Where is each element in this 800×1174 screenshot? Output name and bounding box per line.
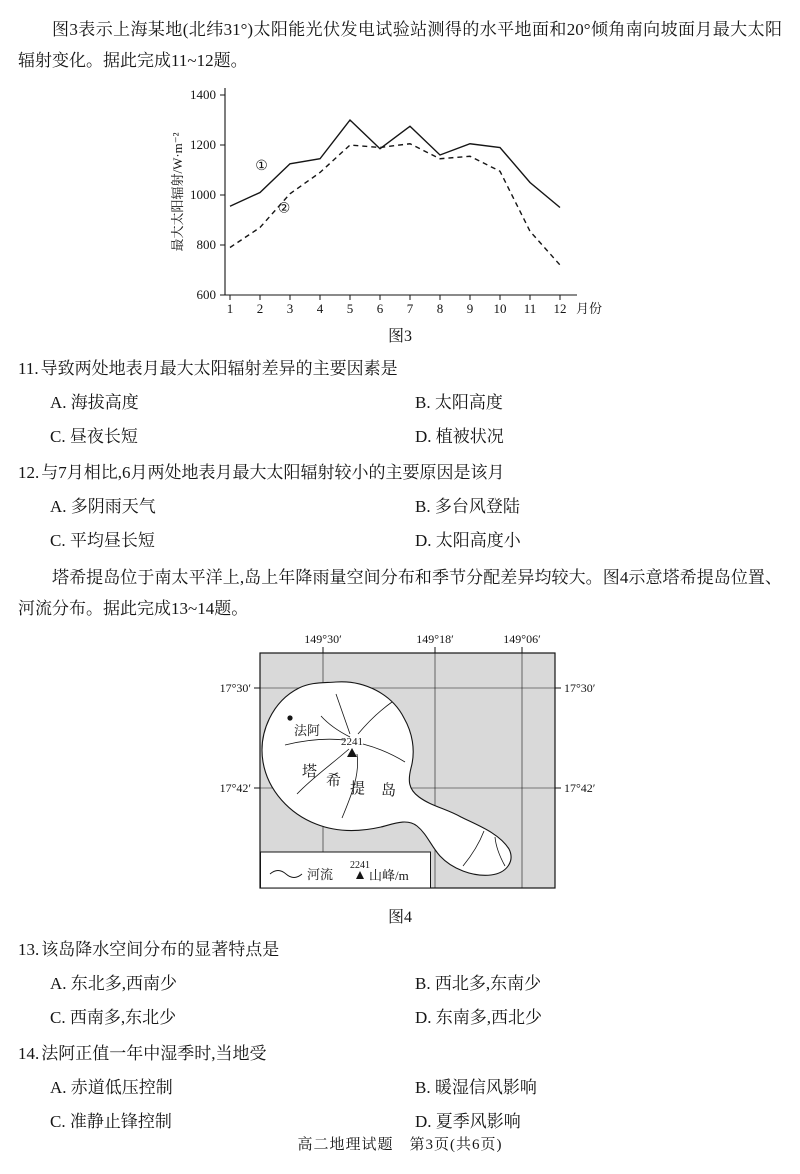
svg-text:9: 9 bbox=[466, 301, 474, 316]
question-11 bbox=[18, 352, 782, 454]
svg-text:600: 600 bbox=[196, 287, 216, 302]
radiation-chart-svg bbox=[165, 80, 635, 322]
tahiti-map-svg bbox=[200, 628, 600, 903]
lat-label-right-1: 17°30′ bbox=[564, 681, 596, 695]
option-b: B. 暖湿信风影响 bbox=[415, 1078, 537, 1097]
option-a: A. 海拔高度 bbox=[50, 393, 139, 412]
question-13-options bbox=[18, 967, 782, 1035]
figure-3 bbox=[18, 80, 782, 350]
lon-label-2: 149°18′ bbox=[416, 632, 454, 646]
question-13-text bbox=[18, 933, 782, 967]
question-14-options bbox=[18, 1071, 782, 1139]
svg-text:10: 10 bbox=[493, 301, 507, 316]
svg-text:1: 1 bbox=[226, 301, 234, 316]
option-c: C. 准静止锋控制 bbox=[50, 1112, 172, 1131]
figure-4-caption: 图4 bbox=[387, 909, 412, 926]
svg-text:12: 12 bbox=[553, 301, 567, 316]
question-12 bbox=[18, 456, 782, 558]
option-d: D. 植被状况 bbox=[415, 427, 504, 446]
legend-peak-label: 山峰/m bbox=[369, 868, 409, 883]
question-13 bbox=[18, 933, 782, 1035]
option-c: C. 平均昼长短 bbox=[50, 531, 155, 550]
option-d: D. 夏季风影响 bbox=[415, 1112, 521, 1131]
svg-text:4: 4 bbox=[316, 301, 324, 316]
figure-4 bbox=[18, 628, 782, 931]
option-c: C. 西南多,东北少 bbox=[50, 1008, 177, 1027]
svg-text:8: 8 bbox=[436, 301, 444, 316]
faaa-dot bbox=[287, 715, 292, 720]
question-11-options bbox=[18, 386, 782, 454]
option-d: D. 东南多,西北少 bbox=[415, 1008, 543, 1027]
island-name-char-4: 岛 bbox=[381, 783, 397, 799]
option-a: A. 东北多,西南少 bbox=[50, 974, 178, 993]
svg-text:②: ② bbox=[277, 201, 291, 217]
legend-peak-value: 2241 bbox=[350, 860, 370, 871]
question-11-text bbox=[18, 352, 782, 386]
svg-text:7: 7 bbox=[406, 301, 414, 316]
question-stem: 与7月相比,6月两处地表月最大太阳辐射较小的主要原因是该月 bbox=[41, 463, 505, 482]
question-12-options bbox=[18, 490, 782, 558]
figure-3-caption: 图3 bbox=[387, 328, 412, 345]
faaa-label: 法阿 bbox=[294, 723, 321, 738]
page-footer: 高二地理试题 第3页(共6页) bbox=[297, 1137, 503, 1153]
lat-label-left-1: 17°30′ bbox=[219, 681, 251, 695]
option-d: D. 太阳高度小 bbox=[415, 531, 521, 550]
svg-text:5: 5 bbox=[346, 301, 354, 316]
island-name-char-2: 希 bbox=[326, 773, 342, 789]
question-number: 12. bbox=[18, 463, 40, 482]
question-stem: 导致两处地表月最大太阳辐射差异的主要因素是 bbox=[40, 359, 398, 378]
intro-solar-paragraph: 图3表示上海某地(北纬31°)太阳能光伏发电试验站测得的水平地面和20°倾角南向坡面月最大太阳辐射变化。据此完成11~12题。 bbox=[18, 20, 782, 70]
lon-label-3: 149°06′ bbox=[503, 632, 541, 646]
svg-text:2: 2 bbox=[256, 301, 264, 316]
peak-value-label: 2241 bbox=[341, 736, 363, 748]
question-14 bbox=[18, 1037, 782, 1139]
lat-label-right-2: 17°42′ bbox=[564, 781, 596, 795]
question-number: 13. bbox=[18, 940, 40, 959]
question-number: 14. bbox=[18, 1044, 40, 1063]
svg-text:800: 800 bbox=[196, 237, 216, 252]
svg-text:①: ① bbox=[255, 159, 268, 174]
option-b: B. 太阳高度 bbox=[415, 393, 503, 412]
intro-tahiti-paragraph: 塔希提岛位于南太平洋上,岛上年降雨量空间分布和季节分配差异均较大。图4示意塔希提岛位置、河流分布。据此完成13~14题。 bbox=[18, 568, 782, 618]
svg-text:月份: 月份 bbox=[576, 301, 603, 316]
svg-text:11: 11 bbox=[523, 301, 537, 316]
map-legend bbox=[261, 852, 431, 888]
svg-text:6: 6 bbox=[376, 301, 384, 316]
lat-label-left-2: 17°42′ bbox=[219, 781, 251, 795]
island-name-char-1: 塔 bbox=[302, 764, 318, 780]
option-b: B. 多台风登陆 bbox=[415, 497, 520, 516]
question-stem: 该岛降水空间分布的显著特点是 bbox=[41, 940, 280, 959]
svg-text:1400: 1400 bbox=[190, 87, 216, 102]
svg-text:1000: 1000 bbox=[190, 187, 216, 202]
legend-river-label: 河流 bbox=[307, 867, 334, 882]
question-14-text bbox=[18, 1037, 782, 1071]
lon-label-1: 149°30′ bbox=[304, 632, 342, 646]
option-b: B. 西北多,东南少 bbox=[415, 974, 542, 993]
question-number: 11. bbox=[18, 359, 39, 378]
svg-text:最大太阳辐射/W·m⁻²: 最大太阳辐射/W·m⁻² bbox=[170, 132, 185, 252]
island-name-char-3: 提 bbox=[350, 781, 366, 797]
option-a: A. 赤道低压控制 bbox=[50, 1078, 173, 1097]
question-12-text bbox=[18, 456, 782, 490]
svg-text:1200: 1200 bbox=[190, 137, 216, 152]
option-a: A. 多阴雨天气 bbox=[50, 497, 156, 516]
option-c: C. 昼夜长短 bbox=[50, 427, 138, 446]
svg-text:3: 3 bbox=[286, 301, 294, 316]
question-stem: 法阿正值一年中湿季时,当地受 bbox=[41, 1044, 267, 1063]
